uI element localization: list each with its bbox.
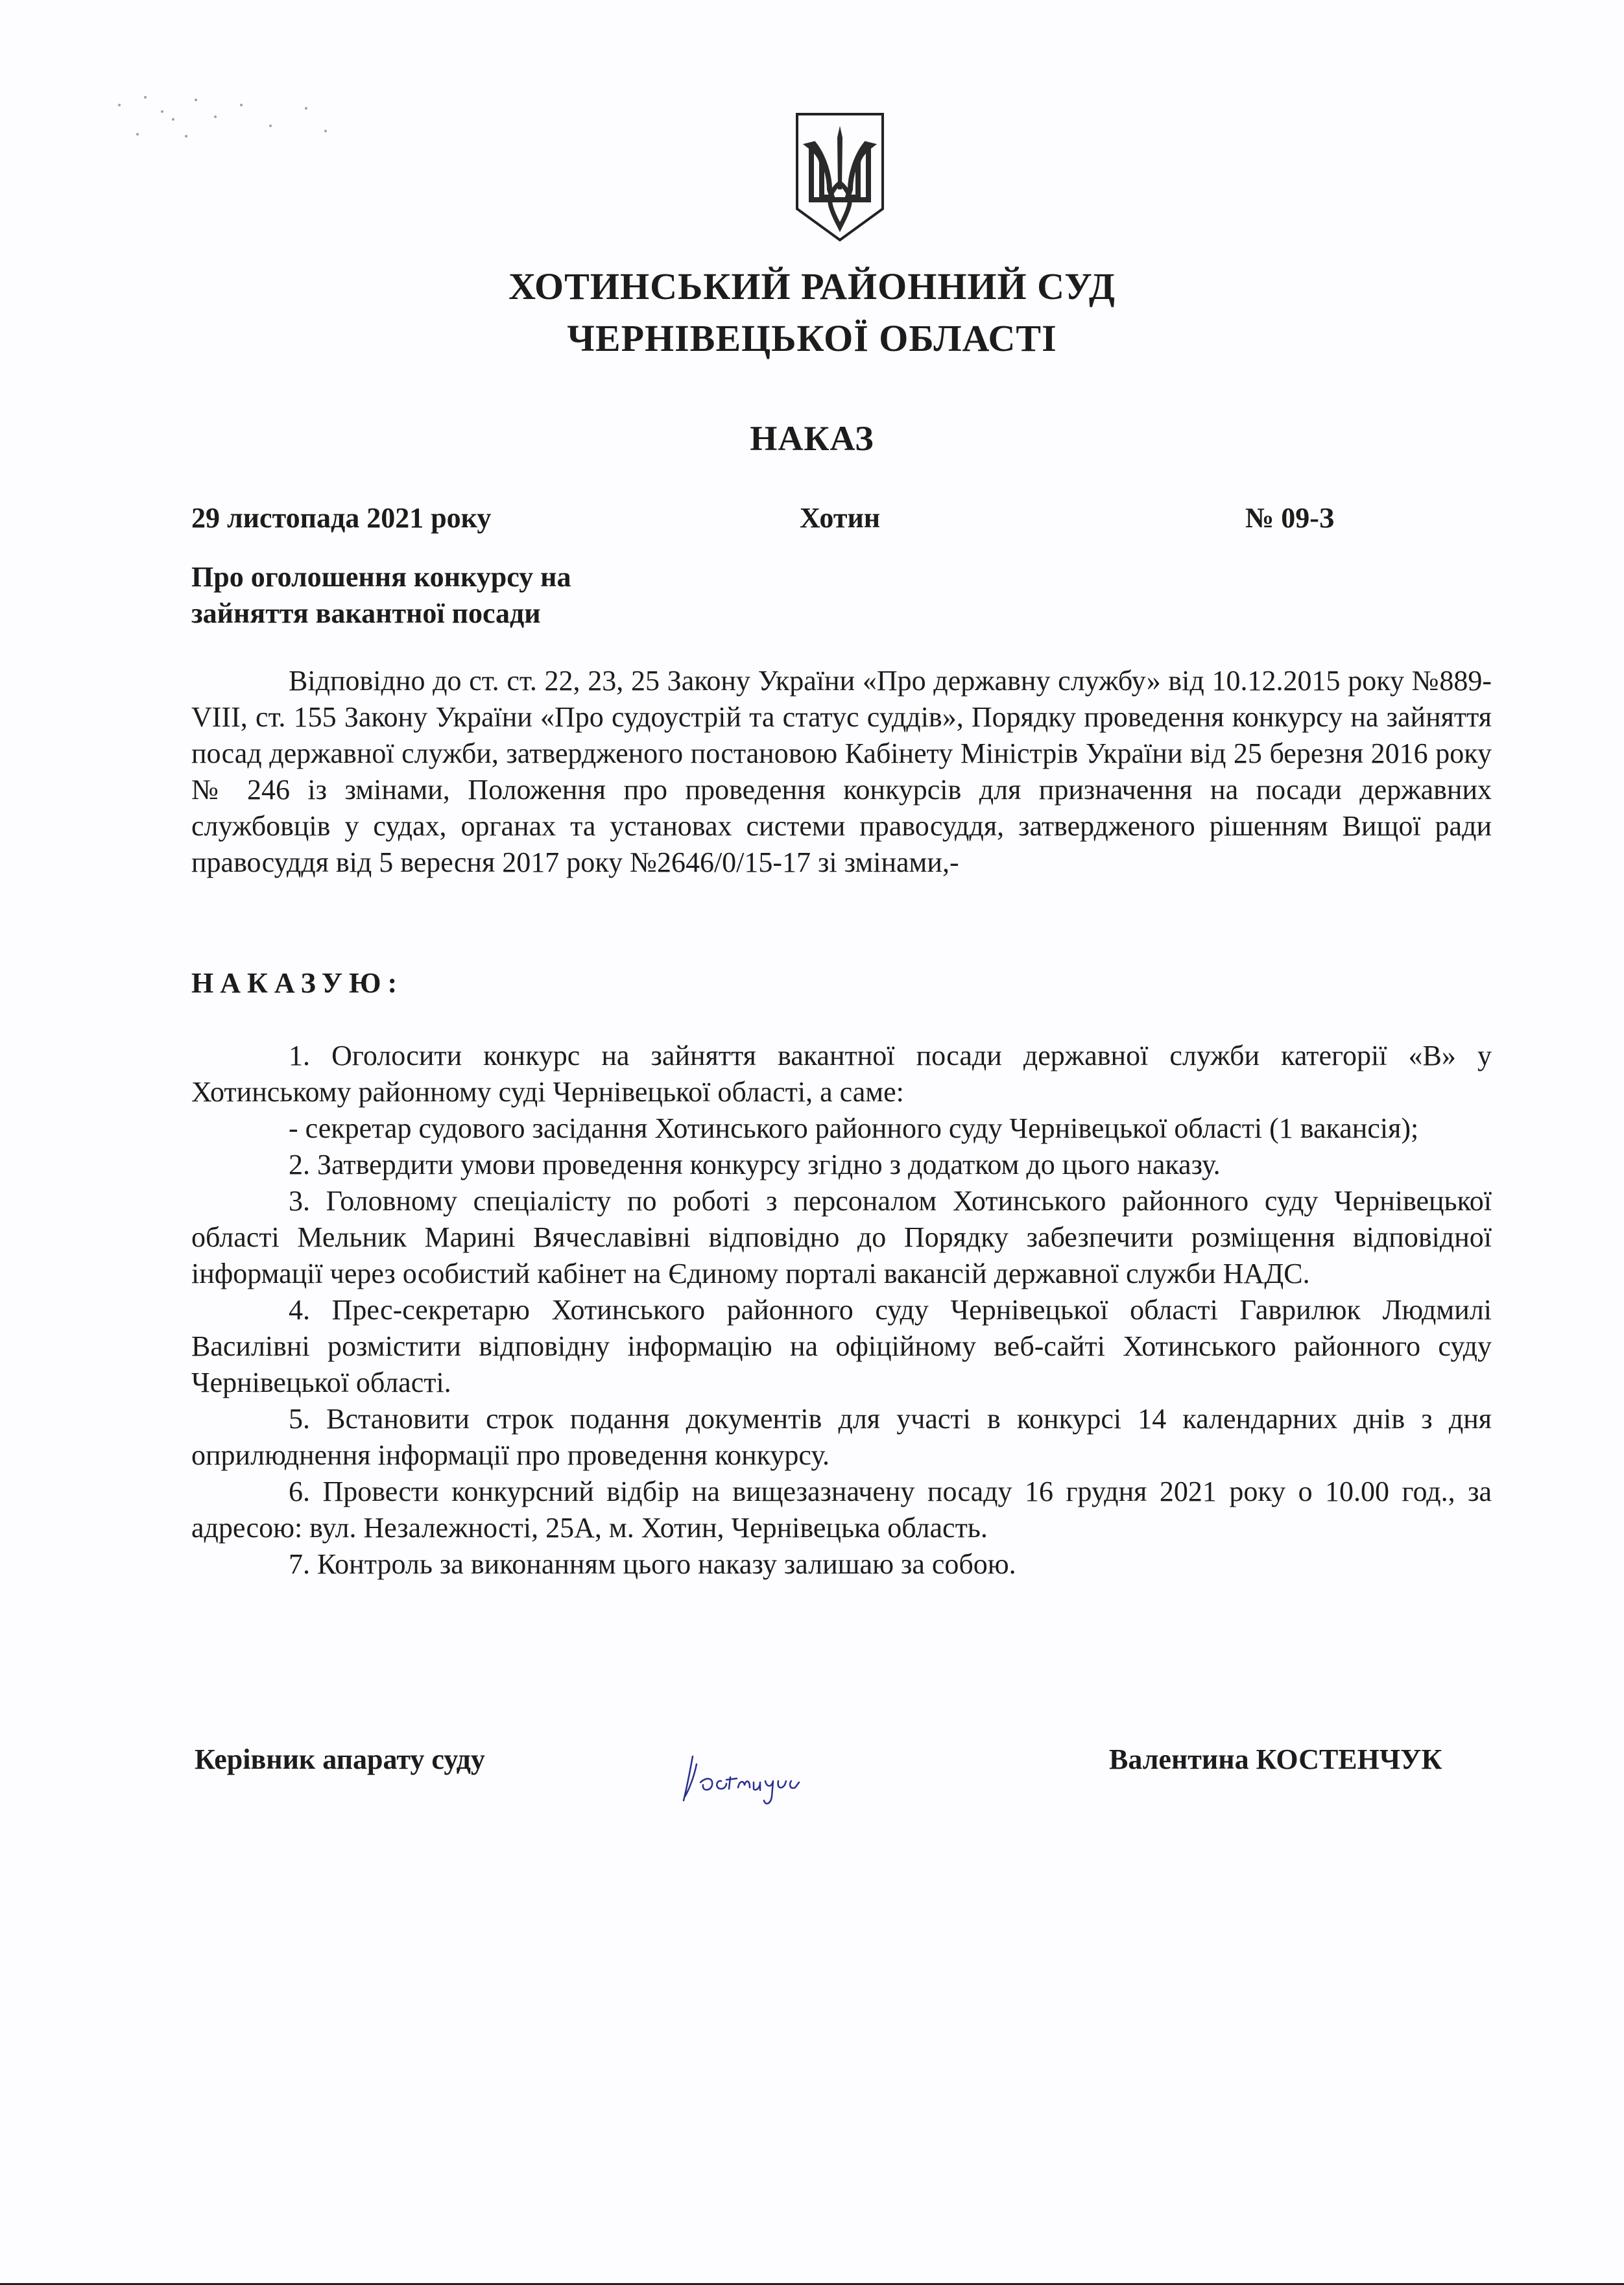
signatory-name: Валентина КОСТЕНЧУК	[1109, 1743, 1442, 1775]
court-name-line1: ХОТИНСЬКИЙ РАЙОННИЙ СУД	[508, 265, 1116, 307]
scan-noise	[110, 84, 344, 143]
order-item: 5. Встановити строк подання документів для участі в конкурсі 14 календарних днів з дня оприлюднення інформації про проведення конкурсу.	[191, 1403, 1492, 1471]
subject-line: зайняття вакантної посади	[191, 597, 541, 629]
order-item: 1. Оголосити конкурс на зайняття вакантної посади державної служби категорії «В» у Хотинському районному суді Чернівецької області, а саме:	[191, 1040, 1492, 1108]
document-type-title: НАКАЗ	[750, 419, 874, 458]
trident-coat-of-arms-icon	[794, 112, 885, 243]
order-number: № 09-З	[1245, 502, 1335, 534]
order-items	[191, 1038, 1492, 1583]
order-date: 29 листопада 2021 року	[191, 502, 492, 534]
order-item: 2. Затвердити умови проведення конкурсу згідно з додатком до цього наказу.	[289, 1149, 1221, 1180]
handwritten-signature	[675, 1745, 856, 1810]
subject-line: Про оголошення конкурсу на	[191, 561, 571, 593]
order-item: 6. Провести конкурсний відбір на вищезазначену посаду 16 грудня 2021 року о 10.00 год., за адресою: вул. Незалежності, 25А, м. Хотин, Чернівецька область.	[191, 1476, 1492, 1544]
order-item: 7. Контроль за виконанням цього наказу залишаю за собою.	[289, 1548, 1016, 1580]
order-city: Хотин	[800, 502, 881, 534]
preamble-paragraph: Відповідно до ст. ст. 22, 23, 25 Закону України «Про державну службу» від 10.12.2015 року №889-VIII, ст. 155 Закону України «Про судоустрій та статус суддів», Порядку проведення конкурсу на зайняття посад державної служби, затвердженого постановою Кабінету Міністрів України від 25 березня 2016 року № 246 із змінами, Положення про проведення конкурсів для призначення на посади державних службовців у судах, органах та установах системи правосуддя, затвердженого рішенням Вищої ради правосуддя від 5 вересня 2017 року №2646/0/15-17 зі змінами,-	[191, 665, 1492, 878]
court-name-line2: ЧЕРНІВЕЦЬКОЇ ОБЛАСТІ	[567, 317, 1057, 359]
order-subject	[191, 559, 571, 632]
order-item: 3. Головному спеціалісту по роботі з персоналом Хотинського районного суду Чернівецької області Мельник Марині Вячеславівні відповідно до Порядку забезпечити розміщення відповідної інформації через особистий кабінет на Єдиному порталі вакансій державної служби НАДС.	[191, 1185, 1492, 1289]
order-item: - секретар судового засідання Хотинського районного суду Чернівецької області (1 вакансія);	[289, 1112, 1419, 1144]
order-heading: НАКАЗУЮ:	[191, 967, 404, 999]
signatory-role: Керівник апарату суду	[195, 1743, 485, 1775]
order-item: 4. Прес-секретарю Хотинського районного суду Чернівецької області Гаврилюк Людмилі Василівні розмістити відповідну інформацію на офіційному веб-сайті Хотинського районного суду Чернівецької області.	[191, 1294, 1492, 1398]
